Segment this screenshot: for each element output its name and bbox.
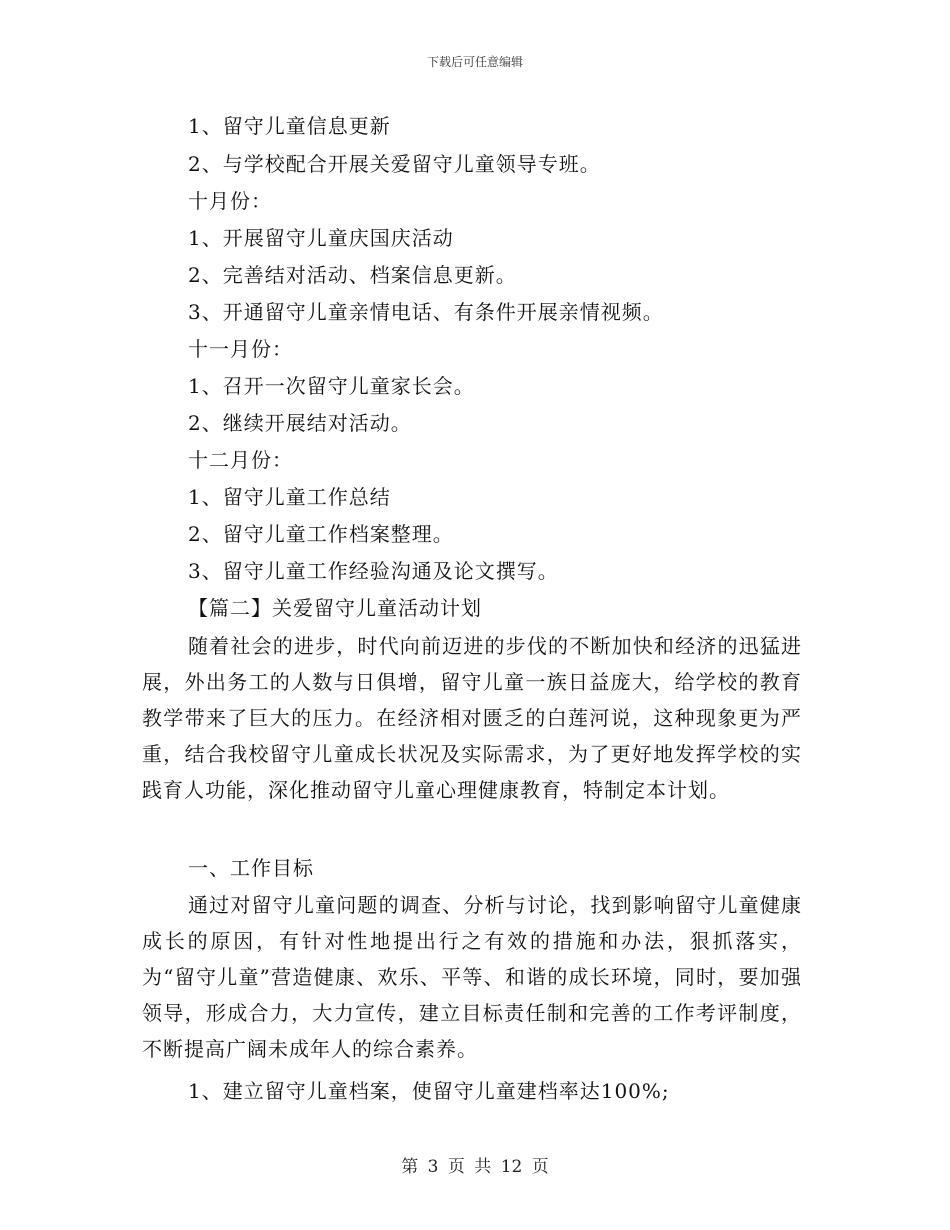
- article-title: 【篇二】关爱留守儿童活动计划: [188, 596, 482, 620]
- list-item: 2、完善结对活动、档案信息更新。: [188, 263, 517, 287]
- footer-page-word: 页: [447, 1157, 465, 1177]
- body-paragraph: 通过对留守儿童问题的调查、分析与讨论，找到影响留守儿童健康成长的原因，有针对性地提出行之有效的措施和办法，狠抓落实，为“留守儿童”营造健康、欢乐、平等、和谐的成长环境，同时，要加强领导，形成合力，大力宣传，建立目标责任制和完善的工作考评制度，不断提高广阔未成年人的综合素养。: [142, 893, 802, 1061]
- list-item: 1、建立留守儿童档案，使留守儿童建档率达100%;: [188, 1079, 670, 1103]
- list-item: 2、与学校配合开展关爱留守儿童领导专班。: [188, 152, 601, 176]
- list-item: 3、开通留守儿童亲情电话、有条件开展亲情视频。: [188, 300, 664, 324]
- list-item: 1、留守儿童信息更新: [188, 114, 391, 138]
- page-footer: [0, 1152, 950, 1177]
- list-item: 3、留守儿童工作经验沟通及论文撰写。: [188, 559, 559, 583]
- footer-prefix: 第: [401, 1157, 419, 1177]
- page-header: 下载后可任意编辑: [426, 55, 523, 69]
- total-pages: 12: [500, 1157, 523, 1177]
- section-heading: 十二月份：: [188, 448, 293, 472]
- footer-suffix: 页: [531, 1157, 549, 1177]
- footer-total-word: 共: [474, 1157, 492, 1177]
- list-item: 1、留守儿童工作总结: [188, 485, 391, 509]
- page-number: 3: [427, 1157, 439, 1177]
- list-item: 1、开展留守儿童庆国庆活动: [188, 226, 454, 250]
- section-heading: 十月份：: [188, 189, 272, 213]
- list-item: 2、继续开展结对活动。: [188, 411, 412, 435]
- list-item: 1、召开一次留守儿童家长会。: [188, 374, 475, 398]
- section-heading: 十一月份：: [188, 337, 293, 361]
- body-paragraph: 随着社会的进步，时代向前迈进的步伐的不断加快和经济的迅猛进展，外出务工的人数与日俱增，留守儿童一族日益庞大，给学校的教育教学带来了巨大的压力。在经济相对匮乏的白莲河说，这种现象更为严重，结合我校留守儿童成长状况及实际需求，为了更好地发挥学校的实践育人功能，深化推动留守儿童心理健康教育，特制定本计划。: [142, 634, 802, 802]
- section-heading: 一、工作目标: [188, 856, 314, 880]
- list-item: 2、留守儿童工作档案整理。: [188, 522, 454, 546]
